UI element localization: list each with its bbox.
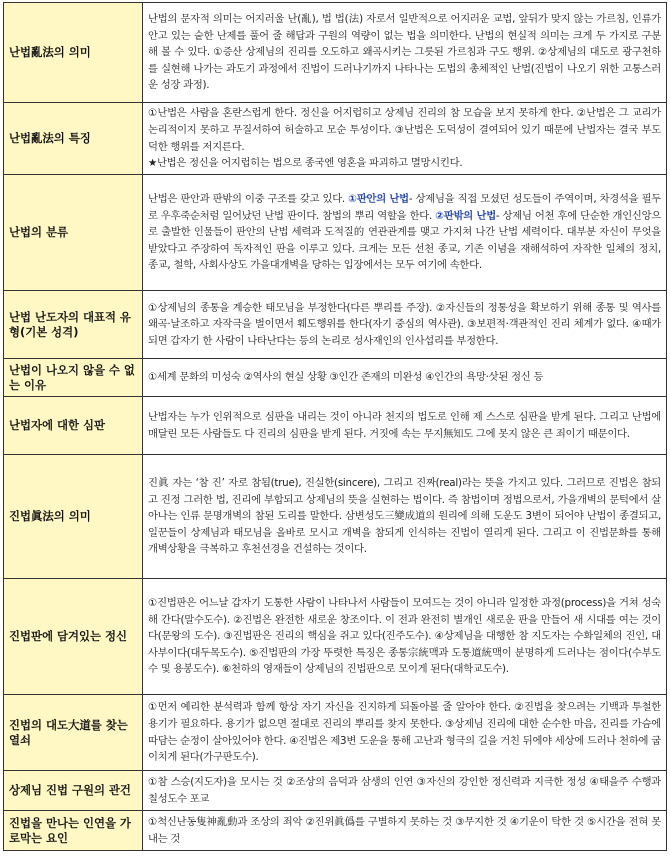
row-label: 진법眞法의 의미	[4, 455, 143, 579]
row-content: 진眞 자는 ‘참 진’ 자로 참됨(true), 진실한(sincere), 그리고 진짜(real)라는 뜻을 가지고 있다. 그러므로 진법은 참되고 진정 그러한 법, 진리에 부합되고 상제님의 뜻을 실현하는 법이다. 즉 참법이며 정법으로서, 가을개벽의 문턱에서 살아나는 인류 문명개벽의 참된 도리를 말한다. 삼변성도三變成道의 원리에 의해 도운도 3변이 되어야 난법이 종결되고, 일꾼들이 상제님과 태모님을 올바로 모시고 개벽을 참되게 인식하는 진법이 열리게 된다. 그리고 이 진법문화를 통해 개벽상황을 극복하고 후천선경을 건설하는 것이다.	[143, 455, 667, 579]
row-label: 난법亂法의 특징	[4, 103, 143, 175]
table-row	[4, 455, 667, 579]
row-label: 난법자에 대한 심판	[4, 397, 143, 455]
highlight-inner-faction: ①판안의 난법	[348, 193, 409, 206]
row-content	[143, 175, 667, 291]
row-content-pre: 난법은 판안과 판밖의 이중 구조를 갖고 있다.	[148, 193, 349, 206]
table-row	[4, 579, 667, 695]
row-content: ①척신난동隻神亂動과 조상의 죄악 ②진위眞僞를 구별하지 못하는 것 ③무지한 것 ④기운이 탁한 것 ⑤시간을 전혀 못내는 것	[143, 811, 667, 851]
row-content: ①진법판은 어느날 갑자기 도통한 사람이 나타나서 사람들이 모여드는 것이 아니라 일정한 과정(process)을 거쳐 성숙해 간다(말수도수). ②진법은 완전한 새로운 창조이다. 이 전과 완전히 별개인 새로운 판을 만들어 새 시대를 여는 것이다(문왕의 도수). ③진법판은 진리의 핵심을 쥐고 있다(진주도수). ④상제님을 대행한 참 지도자는 수화일체의 진인, 대사부이다(대두목도수). ⑤진법판의 가장 뚜렷한 특징은 종통宗統맥과 도통道統맥이 분명하게 드러나는 점이다(수부도수 및 용봉도수). ⑥천하의 영재들이 상제님의 진법판으로 모이게 된다(대학교도수).	[143, 579, 667, 695]
row-label: 진법의 대도大道를 찾는열쇠	[4, 695, 143, 771]
table-row	[4, 397, 667, 455]
row-content-mid: - 상제님을 직접 모셨던 성도들이 주역이며, 차경석을 필두로 우후죽순처럼 일어났던 난법 판이다. 참법의 뿌리 역할을 한다.	[148, 193, 661, 222]
row-content: 난법의 문자적 의미는 어지러울 난(亂), 법 법(法) 자로서 일반적으로 어지러운 교법, 앞뒤가 맞지 않는 가르침, 인류가 안고 있는 숱한 난제를 풀어 줄 해답과 구원의 역량이 없는 법을 의미한다. 난법의 현실적 의미는 크게 두 가지로 구분해 볼 수 있다. ①증산 상제님의 진리를 오도하고 왜곡시키는 그릇된 가르침과 구도 행위. ②상제님의 대도로 광구천하를 실현해 나가는 과도기 과정에서 진법이 드러나기까지 나타나는 도법의 총체적인 난법(진법이 나오기 위한 고통스러운 성장 과정).	[143, 3, 667, 103]
table-row	[4, 3, 667, 103]
table-row	[4, 359, 667, 397]
table-row	[4, 175, 667, 291]
row-content: 난법자는 누가 인위적으로 심판을 내리는 것이 아니라 천지의 법도로 인해 제 스스로 심판을 받게 된다. 그리고 난법에 매달린 모든 사람들도 다 진리의 심판을 받게 된다. 거짓에 속는 무지無知도 그에 못지 않은 큰 죄이기 때문이다.	[143, 397, 667, 455]
row-content	[143, 103, 667, 175]
row-content: ①먼저 예리한 분석력과 함께 항상 자기 자신을 진지하게 되돌아볼 줄 알아야 한다. ②진법을 찾으려는 기백과 투철한 용기가 필요하다. 용기가 없으면 절대로 진리의 뿌리를 찾지 못한다. ③상제님 진리에 대한 순수한 마음, 진리를 가슴에 따담는 순정이 살아있어야 한다. ④진법은 제3변 도운을 통해 고난과 형극의 길을 거친 뒤에야 세상에 드러나 천하에 굽이치게 된다(가구판도수).	[143, 695, 667, 771]
table-row	[4, 103, 667, 175]
row-label: 상제님 진법 구원의 관건	[4, 771, 143, 811]
row-content-text: ①난법은 사람을 혼란스럽게 한다. 정신을 어지럽히고 상제님 진리의 참 모습을 보지 못하게 한다. ②난법은 그 교리가 논리적이지 못하고 무질서하여 허술하고 모순 투성이다. ③난법은 도덕성이 결여되어 있기 때문에 난법자는 결국 부도덕한 행위를 저지른다.	[148, 107, 661, 153]
table-row	[4, 771, 667, 811]
table-row	[4, 811, 667, 851]
row-label: 난법이 나오지 않을 수 없는 이유	[4, 359, 143, 397]
table-row	[4, 695, 667, 771]
row-content: ①상제님의 종통을 계승한 태모님을 부정한다(다른 뿌리를 주장). ②자신들의 정통성을 확보하기 위해 종통 및 역사를 왜곡·날조하고 자작극을 벌이면서 훼도행위를 한다(자기 중심의 역사관). ③보편적·객관적인 진리 체계가 없다. ④때가 되면 갑자기 한 사람이 나타난다는 등의 논리로 성사재인의 인사섭리를 부정한다.	[143, 291, 667, 359]
summary-table	[3, 2, 667, 851]
row-label: 난법의 분류	[4, 175, 143, 291]
row-content-post: - 상제님 어천 후에 단순한 개인신앙으로 출발한 인물들이 판안의 난법 세력과 도적질的 연관관계를 맺고 가지쳐 나간 난법 세력이다. 대부분 자신이 무엇을 받았다고 주장하여 독자적인 판을 이루고 있다. 크게는 모든 선천 종교, 기존 이념을 재해석하여 자작한 일체의 정치, 종교, 철학, 사회사상도 가을대개벽을 당하는 입장에서는 모두 여기에 속한다.	[148, 209, 661, 272]
row-content: ①세계 문화의 미성숙 ②역사의 현실 상황 ③인간 존재의 미완성 ④인간의 욕망·삿된 정신 등	[143, 359, 667, 397]
highlight-outer-faction: ②판밖의 난법	[435, 209, 496, 222]
table-row	[4, 291, 667, 359]
row-content-note: ★난법은 정신을 어지럽히는 법으로 종국엔 영혼을 파괴하고 멸망시킨다.	[148, 157, 463, 170]
row-label: 난법亂法의 의미	[4, 3, 143, 103]
row-label: 진법을 만나는 인연을 가로막는 요인	[4, 811, 143, 851]
row-content: ①참 스승(지도자)을 모시는 것 ②조상의 음덕과 삼생의 인연 ③자신의 강인한 정신력과 지극한 정성 ④태을주 수행과 칠성도수 포교	[143, 771, 667, 811]
row-label: 진법판에 담겨있는 정신	[4, 579, 143, 695]
row-label: 난법 난도자의 대표적 유형(기본 성격)	[4, 291, 143, 359]
